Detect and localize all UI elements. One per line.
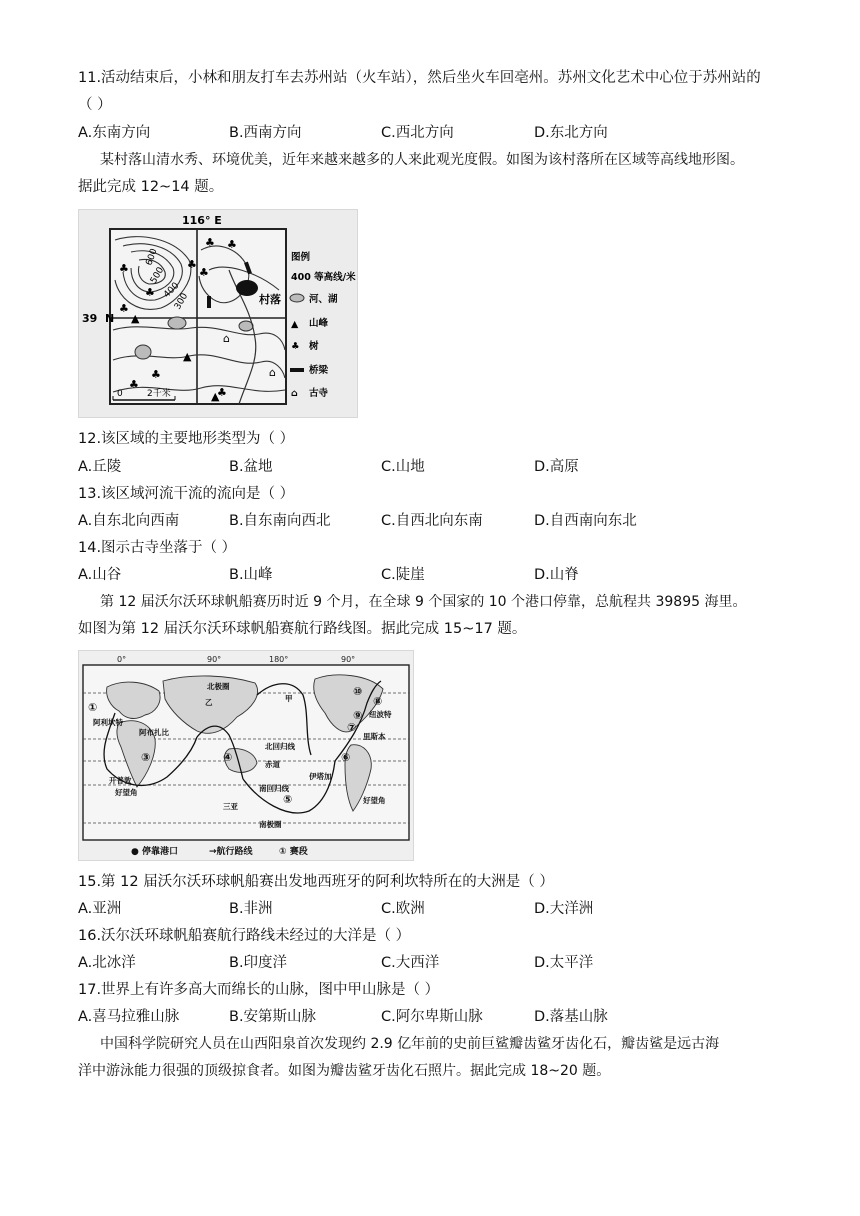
svg-text:♣: ♣ [145,286,155,299]
q15-option-d: D.大洋洲 [534,901,594,917]
svg-text:500: 500 [148,265,167,286]
svg-text:河、湖: 河、湖 [309,294,338,305]
q14-option-a: A.山谷 [78,567,122,583]
q13-stem: 13.该区域河流干流的流向是（ ） [78,486,295,502]
svg-text:① 赛段: ① 赛段 [279,847,308,857]
q15-option-c: C.欧洲 [381,901,425,917]
q11-option-a: A.东南方向 [78,125,151,141]
svg-text:0: 0 [117,389,123,399]
svg-text:▲: ▲ [291,319,299,330]
svg-text:400 等高线/米: 400 等高线/米 [291,272,356,283]
svg-text:⑥: ⑥ [341,751,351,764]
svg-text:180°: 180° [269,655,289,664]
q16-stem: 16.沃尔沃环球帆船赛航行路线未经过的大洋是（ ） [78,928,411,944]
longitude-label: 116° E [182,214,222,227]
svg-text:④: ④ [223,751,233,764]
village-label: 村落 [259,293,281,306]
svg-text:N: N [105,312,115,325]
q12-option-c: C.山地 [381,459,425,475]
q13-option-d: D.自西南向东北 [534,513,637,529]
svg-text:乙: 乙 [205,698,213,707]
q13-option-b: B.自东南向西北 [229,513,331,529]
svg-text:北极圈: 北极圈 [207,682,230,691]
intro-12-14-cont: 据此完成 12~14 题。 [78,179,224,195]
svg-text:♣: ♣ [119,262,129,275]
svg-text:里斯本: 里斯本 [363,732,386,741]
q16-option-b: B.印度洋 [229,955,288,971]
q14-option-b: B.山峰 [229,567,273,583]
svg-text:三亚: 三亚 [223,802,238,811]
svg-text:♣: ♣ [151,368,161,381]
q16-option-d: D.太平洋 [534,955,594,971]
svg-text:①: ① [88,701,98,714]
intro-18-20-cont: 洋中游泳能力很强的顶级掠食者。如图为瓣齿鲨牙齿化石照片。据此完成 18~20 题。 [78,1063,611,1079]
q13-option-c: C.自西北向东南 [381,513,483,529]
q12-stem: 12.该区域的主要地形类型为（ ） [78,431,295,447]
svg-text:好望角: 好望角 [115,788,138,797]
svg-text:图例: 图例 [291,252,311,263]
svg-text:● 停靠港口: ● 停靠港口 [131,847,178,857]
latitude-label: 39 [82,312,98,325]
q13-option-a: A.自东北向西南 [78,513,180,529]
svg-text:♣: ♣ [129,378,139,391]
q17-option-d: D.落基山脉 [534,1009,608,1025]
svg-text:♣: ♣ [199,266,209,279]
svg-text:伊塔加: 伊塔加 [309,772,332,781]
svg-text:甲: 甲 [285,694,293,703]
q14-option-c: C.陡崖 [381,567,425,583]
q15-option-a: A.亚洲 [78,901,122,917]
intro-15-17: 第 12 届沃尔沃环球帆船赛历时近 9 个月，在全球 9 个国家的 10 个港口停靠，总航程共 39895 海里。 [100,594,747,610]
q17-option-b: B.安第斯山脉 [229,1009,317,1025]
svg-text:北回归线: 北回归线 [265,742,295,751]
q11-option-b: B.西南方向 [229,125,302,141]
q11-stem-cont: （ ） [78,97,112,113]
svg-text:⑩: ⑩ [353,685,363,698]
svg-text:⑦: ⑦ [347,721,357,734]
svg-text:♣: ♣ [205,236,215,249]
svg-text:山峰: 山峰 [309,318,329,329]
q17-option-a: A.喜马拉雅山脉 [78,1009,180,1025]
svg-text:→航行路线: →航行路线 [209,847,253,857]
q17-stem: 17.世界上有许多高大而绵长的山脉，图中甲山脉是（ ） [78,982,440,998]
svg-text:▲: ▲ [183,350,192,363]
svg-text:③: ③ [141,751,151,764]
svg-text:赤道: 赤道 [265,760,280,769]
route-legend [131,845,308,857]
svg-text:树: 树 [309,341,319,352]
svg-text:90°: 90° [207,655,222,664]
q14-option-d: D.山脊 [534,567,579,583]
q16-option-c: C.大西洋 [381,955,440,971]
svg-text:阿布扎比: 阿布扎比 [139,728,169,737]
q16-option-a: A.北冰洋 [78,955,136,971]
q12-option-d: D.高原 [534,459,579,475]
q17-option-c: C.阿尔卑斯山脉 [381,1009,483,1025]
world-route-map [78,650,414,861]
svg-text:⌂: ⌂ [291,388,298,399]
svg-text:▲: ▲ [131,312,140,325]
svg-text:南回归线: 南回归线 [259,784,289,793]
svg-text:纽波特: 纽波特 [369,710,392,719]
svg-text:400: 400 [162,280,182,301]
svg-text:300: 300 [172,291,191,312]
svg-text:0°: 0° [117,655,127,664]
intro-15-17-cont: 如图为第 12 届沃尔沃环球帆船赛航行路线图。据此完成 15~17 题。 [78,621,527,637]
svg-text:古寺: 古寺 [309,388,329,399]
q15-option-b: B.非洲 [229,901,273,917]
q14-stem: 14.图示古寺坐落于（ ） [78,540,237,556]
q12-option-a: A.丘陵 [78,459,122,475]
svg-text:桥梁: 桥梁 [309,365,329,376]
svg-text:♣: ♣ [119,302,129,315]
svg-text:600: 600 [144,247,160,268]
svg-text:♣: ♣ [187,258,197,271]
contour-map [78,209,358,418]
intro-12-14: 某村落山清水秀、环境优美，近年来越来越多的人来此观光度假。如图为该村落所在区域等高线地形图。 [100,152,744,168]
svg-text:南极圈: 南极圈 [259,820,282,829]
svg-text:阿利坎特: 阿利坎特 [93,718,123,727]
q11-option-c: C.西北方向 [381,125,454,141]
svg-text:⑤: ⑤ [283,793,293,806]
svg-text:90°: 90° [341,655,356,664]
intro-18-20: 中国科学院研究人员在山西阳泉首次发现约 2.9 亿年前的史前巨鲨瓣齿鲨牙齿化石，瓣齿鲨是远古海 [100,1036,720,1052]
q12-option-b: B.盆地 [229,459,273,475]
scale-label: 2千米 [147,389,171,399]
village-marker [236,280,258,296]
svg-text:♣: ♣ [291,341,300,352]
svg-text:▲: ▲ [211,390,220,403]
svg-text:⌂: ⌂ [223,332,230,345]
svg-text:♣: ♣ [227,238,237,251]
svg-text:⑧: ⑧ [373,695,383,708]
q11-option-d: D.东北方向 [534,125,608,141]
svg-text:♣: ♣ [217,386,227,399]
svg-text:开普敦: 开普敦 [109,776,132,785]
q15-stem: 15.第 12 届沃尔沃环球帆船赛出发地西班牙的阿利坎特所在的大洲是（ ） [78,874,554,890]
svg-text:⑨: ⑨ [353,709,363,722]
svg-text:⌂: ⌂ [269,366,276,379]
svg-text:好望角: 好望角 [363,796,386,805]
q11-stem: 11.活动结束后，小林和朋友打车去苏州站（火车站），然后坐火车回亳州。苏州文化艺术中心位于苏州站的 [78,70,761,86]
